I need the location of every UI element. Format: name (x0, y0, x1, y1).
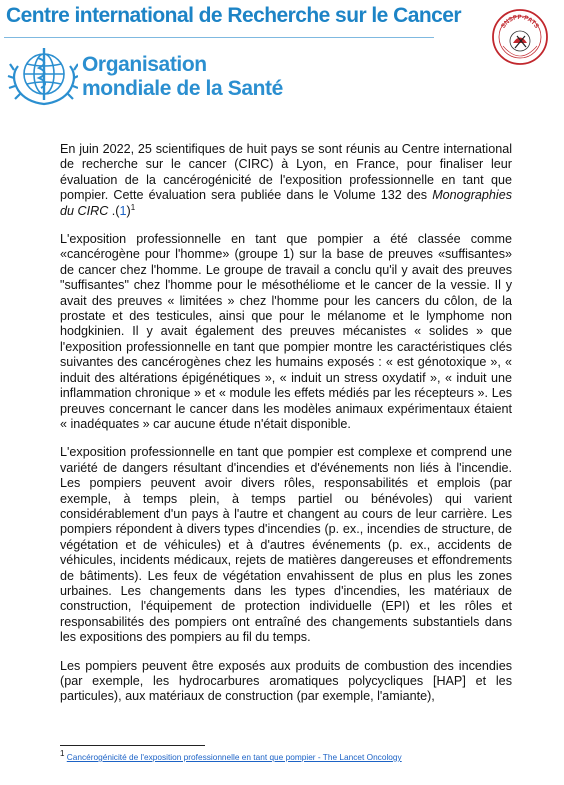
paragraph-3: L'exposition professionnelle en tant que pompier est complexe et comprend une variété de dangers résultant d'incendies et d'événements non liés à l'incendie. Les pompiers peuvent avoir divers rôles, responsabilités et emplois (par exemple, à temps plein, à temps partiel ou bénévoles) qui varient considérablement d'un pays à l'autre et changent au cours de leur carrière. Les pompiers répondent à divers types d'incendies (p. ex., incendies de structure, de végétation et de véhicules) et à d'autres événements (p. ex., accidents de véhicules, incidents médicaux, rejets de matières dangereuses et effondrements de bâtiments). Les feux de végétation envahissent de plus en plus les zones urbaines. Les changements dans les types d'incendies, les matériaux de construction, l'équipement de protection individuelle (EPI) et les rôles et responsabilités des pompiers ont entraîné des changements substantiels dans les expositions des pompiers au fil du temps. (60, 445, 512, 645)
who-emblem-icon (6, 44, 78, 108)
paragraph-4: Les pompiers peuvent être exposés aux produits de combustion des incendies (par exemple, les hydrocarbures aromatiques polycycliques [HAP] et les particules), aux matériaux de construction (par exemple, l'amiante), (60, 658, 512, 704)
seal-text: SNSPP-PATS (499, 13, 541, 30)
footnote-rule (60, 745, 205, 746)
circ-title: Centre international de Recherche sur le Cancer (6, 4, 461, 27)
who-name (82, 53, 283, 101)
article-body (60, 142, 512, 718)
p1-text-c: ) (126, 203, 131, 218)
footnote-marker: 1 (130, 202, 136, 212)
footnote-link[interactable]: Cancérogénicité de l'exposition professionnelle en tant que pompier - The Lancet Oncology (66, 752, 402, 762)
reference-link-1[interactable]: 1 (119, 203, 127, 218)
p1-text-a: En juin 2022, 25 scientifiques de huit pays se sont réunis au Centre international de recherche sur le cancer (CIRC) à Lyon, en France, pour finaliser leur évaluation de la cancérogénicité de l'exposition professionnelle en tant que pompier. Cette évaluation sera publiée dans le Volume 132 des (60, 142, 512, 203)
title-rule (4, 37, 434, 38)
footnote-number: 1 (60, 749, 65, 759)
who-name-line2: mondiale de la Santé (82, 77, 283, 100)
p1-text-b: .( (108, 203, 120, 218)
paragraph-1 (60, 142, 512, 219)
footnote (60, 749, 402, 762)
who-name-line1: Organisation (82, 53, 207, 76)
paragraph-2: L'exposition professionnelle en tant que pompier a été classée comme «cancérogène pour l'homme» (groupe 1) sur la base de preuves «suffisantes» de cancer chez l'homme. Le groupe de travail a conclu qu'il y avait des preuves "suffisantes" chez l'homme pour le mésothéliome et le cancer de la vessie. Il y avait des preuves « limitées » chez l'homme pour les cancers du côlon, de la prostate et des testicules, ainsi que pour le mélanome et le lymphome non hodgkinien. Il y avait également des preuves mécanistes « solides » que l'exposition professionnelle en tant que pompier montre les caractéristiques clés suivantes des cancérogènes chez les humains exposés : « est génotoxique », « induit des altérations épigénétiques », « induit un stress oxydatif », « induit une inflammation chronique » et « module les effets médiés par les récepteurs ». Les preuves concernant le cancer dans les modèles animaux expérimentaux étaient « inadéquates » car aucune étude n'était disponible. (60, 232, 512, 431)
snspp-pats-seal-icon (491, 8, 549, 66)
p1-italic-title: Monographies du CIRC (60, 188, 512, 218)
